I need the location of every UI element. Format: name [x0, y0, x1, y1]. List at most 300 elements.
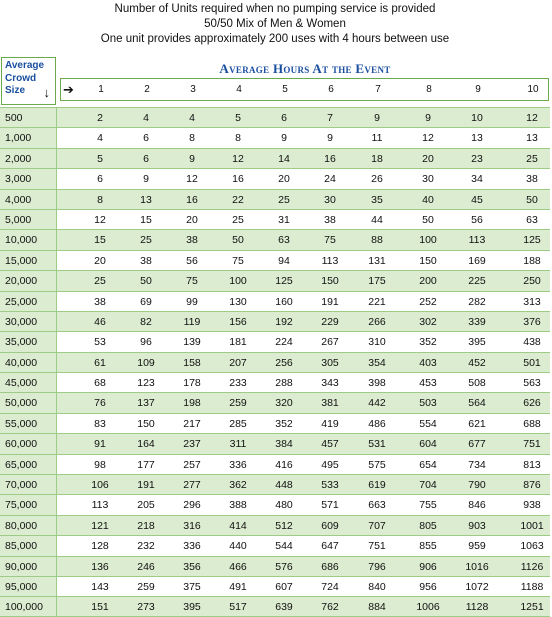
units-cell: 125	[275, 275, 293, 288]
units-cell: 762	[321, 601, 339, 614]
units-cell: 175	[368, 275, 386, 288]
units-cell: 50	[140, 275, 152, 288]
units-cell: 414	[229, 519, 247, 532]
units-cell: 903	[468, 519, 486, 532]
units-cell: 16	[324, 152, 336, 165]
table-row	[0, 596, 550, 616]
units-cell: 1126	[520, 560, 544, 573]
units-cell: 38	[94, 295, 106, 308]
units-cell: 734	[468, 458, 486, 471]
units-cell: 11	[371, 132, 383, 145]
units-cell: 302	[419, 315, 437, 328]
crowd-size-cell: 15,000	[0, 251, 57, 270]
table-row	[0, 291, 550, 311]
units-cell: 704	[419, 479, 437, 492]
hours-column-header: 3	[190, 84, 196, 95]
units-cell: 448	[275, 479, 293, 492]
units-cell: 15	[94, 234, 106, 247]
units-cell: 164	[137, 438, 155, 451]
units-cell: 654	[419, 458, 437, 471]
units-cell: 12	[186, 173, 198, 186]
units-cell: 554	[419, 417, 437, 430]
units-cell: 69	[140, 295, 152, 308]
units-cell: 246	[137, 560, 155, 573]
units-cell: 15	[140, 213, 152, 226]
units-cell: 53	[94, 336, 106, 349]
units-cell: 419	[321, 417, 339, 430]
units-cell: 13	[140, 193, 152, 206]
units-cell: 38	[140, 254, 152, 267]
units-cell: 9	[374, 112, 380, 124]
hours-column-header: 4	[236, 84, 242, 95]
units-cell: 75	[186, 275, 198, 288]
units-cell: 50	[526, 193, 538, 206]
units-cell: 384	[275, 438, 293, 451]
units-cell: 31	[278, 213, 290, 226]
units-cell: 100	[419, 234, 437, 247]
units-cell: 508	[468, 377, 486, 390]
units-cell: 453	[419, 377, 437, 390]
table-row	[0, 250, 550, 270]
units-cell: 178	[183, 377, 201, 390]
units-cell: 273	[137, 601, 155, 614]
crowd-size-cell: 70,000	[0, 475, 57, 494]
crowd-size-cell: 95,000	[0, 577, 57, 596]
units-cell: 796	[368, 560, 386, 573]
units-cell: 1006	[416, 601, 440, 614]
units-cell: 125	[523, 234, 541, 247]
units-cell: 8	[235, 132, 241, 145]
units-cell: 356	[183, 560, 201, 573]
units-cell: 119	[183, 315, 201, 328]
crowd-size-cell: 80,000	[0, 516, 57, 535]
units-cell: 88	[371, 234, 383, 247]
units-cell: 10	[471, 112, 483, 124]
units-cell: 46	[94, 315, 106, 328]
units-cell: 282	[468, 295, 486, 308]
units-cell: 621	[468, 417, 486, 430]
units-cell: 381	[321, 397, 339, 410]
units-cell: 96	[140, 336, 152, 349]
units-cell: 16	[232, 173, 244, 186]
units-cell: 113	[91, 499, 109, 512]
units-cell: 619	[368, 479, 386, 492]
units-cell: 1188	[520, 580, 544, 593]
units-cell: 609	[321, 519, 339, 532]
units-cell: 94	[278, 254, 290, 267]
units-cell: 83	[94, 417, 106, 430]
units-cell: 884	[368, 601, 386, 614]
units-cell: 20	[94, 254, 106, 267]
units-cell: 480	[275, 499, 293, 512]
table-row	[0, 535, 550, 555]
units-cell: 9	[189, 152, 195, 165]
units-cell: 12	[232, 152, 244, 165]
hours-column-header: 1	[98, 84, 104, 95]
units-cell: 313	[523, 295, 541, 308]
units-cell: 604	[419, 438, 437, 451]
units-cell: 285	[229, 417, 247, 430]
units-cell: 16	[186, 193, 198, 206]
table-row	[0, 148, 550, 168]
crowd-size-cell: 3,000	[0, 169, 57, 188]
units-cell: 68	[94, 377, 106, 390]
units-cell: 38	[526, 173, 538, 186]
units-cell: 98	[94, 458, 106, 471]
table-row	[0, 433, 550, 453]
units-cell: 25	[94, 275, 106, 288]
units-cell: 906	[419, 560, 437, 573]
units-cell: 751	[368, 540, 386, 553]
units-cell: 4	[97, 132, 103, 145]
units-cell: 9	[425, 112, 431, 124]
units-cell: 647	[321, 540, 339, 553]
units-cell: 517	[229, 601, 247, 614]
table-row	[0, 311, 550, 331]
units-cell: 501	[523, 356, 541, 369]
units-cell: 113	[321, 254, 339, 267]
table-row	[0, 576, 550, 596]
units-cell: 35	[371, 193, 383, 206]
header	[0, 2, 550, 47]
units-cell: 310	[368, 336, 386, 349]
units-cell: 9	[143, 173, 149, 186]
units-cell: 6	[143, 132, 149, 145]
units-cell: 56	[471, 213, 483, 226]
units-cell: 38	[186, 234, 198, 247]
units-cell: 14	[278, 152, 290, 165]
units-cell: 50	[422, 213, 434, 226]
header-line-2: 50/50 Mix of Men & Women	[204, 18, 346, 30]
crowd-size-cell: 500	[0, 108, 57, 127]
units-cell: 486	[368, 417, 386, 430]
units-cell: 20	[278, 173, 290, 186]
units-cell: 751	[523, 438, 541, 451]
table-row	[0, 392, 550, 412]
units-cell: 75	[232, 254, 244, 267]
hours-column-header: 2	[144, 84, 150, 95]
hours-column-header: 7	[375, 84, 381, 95]
units-cell: 191	[321, 295, 339, 308]
table-row	[0, 331, 550, 351]
table-row	[0, 372, 550, 392]
units-cell: 156	[229, 315, 247, 328]
units-cell: 503	[419, 397, 437, 410]
units-cell: 218	[137, 519, 155, 532]
units-cell: 205	[137, 499, 155, 512]
units-cell: 25	[278, 193, 290, 206]
units-cell: 663	[368, 499, 386, 512]
units-cell: 150	[137, 417, 155, 430]
units-cell: 266	[368, 315, 386, 328]
units-cell: 813	[523, 458, 541, 471]
crowd-label-line-3: Size	[5, 85, 26, 96]
table-row	[0, 494, 550, 514]
units-cell: 362	[229, 479, 247, 492]
units-cell: 13	[471, 132, 483, 145]
units-cell: 143	[91, 580, 109, 593]
units-cell: 198	[183, 397, 201, 410]
units-cell: 229	[321, 315, 339, 328]
units-cell: 6	[143, 152, 149, 165]
header-line-3: One unit provides approximately 200 uses with 4 hours between use	[100, 33, 450, 45]
units-cell: 320	[275, 397, 293, 410]
crowd-size-cell: 10,000	[0, 230, 57, 249]
units-cell: 225	[468, 275, 486, 288]
table-row	[0, 474, 550, 494]
hours-column-header: 10	[527, 84, 539, 95]
units-cell: 38	[324, 213, 336, 226]
units-cell: 354	[368, 356, 386, 369]
units-cell: 4	[189, 112, 195, 124]
units-cell: 20	[422, 152, 434, 165]
units-cell: 6	[97, 173, 103, 186]
units-cell: 40	[422, 193, 434, 206]
crowd-size-cell: 100,000	[0, 597, 57, 615]
units-cell: 533	[321, 479, 339, 492]
units-cell: 12	[94, 213, 106, 226]
table-row	[0, 454, 550, 474]
units-cell: 352	[419, 336, 437, 349]
units-cell: 336	[183, 540, 201, 553]
units-cell: 677	[468, 438, 486, 451]
hours-column-header: 9	[475, 84, 481, 95]
units-cell: 531	[368, 438, 386, 451]
units-cell: 45	[471, 193, 483, 206]
units-cell: 6	[281, 112, 287, 124]
units-cell: 63	[278, 234, 290, 247]
crowd-size-label-box	[1, 57, 56, 105]
table-row	[0, 209, 550, 229]
units-cell: 544	[275, 540, 293, 553]
units-cell: 452	[468, 356, 486, 369]
units-cell: 724	[321, 580, 339, 593]
units-cell: 252	[419, 295, 437, 308]
units-cell: 686	[321, 560, 339, 573]
crowd-size-cell: 35,000	[0, 332, 57, 351]
right-arrow-icon: ➔	[63, 82, 74, 97]
units-cell: 12	[422, 132, 434, 145]
table-row	[0, 413, 550, 433]
units-cell: 1072	[465, 580, 489, 593]
units-cell: 805	[419, 519, 437, 532]
crowd-size-cell: 25,000	[0, 292, 57, 311]
units-cell: 25	[140, 234, 152, 247]
units-cell: 169	[468, 254, 486, 267]
units-cell: 375	[183, 580, 201, 593]
units-cell: 23	[471, 152, 483, 165]
table-row	[0, 352, 550, 372]
table-row	[0, 229, 550, 249]
units-cell: 25	[232, 213, 244, 226]
units-cell: 956	[419, 580, 437, 593]
units-cell: 959	[468, 540, 486, 553]
units-cell: 457	[321, 438, 339, 451]
units-cell: 34	[471, 173, 483, 186]
units-cell: 316	[183, 519, 201, 532]
units-cell: 288	[275, 377, 293, 390]
units-cell: 130	[229, 295, 247, 308]
units-cell: 575	[368, 458, 386, 471]
units-cell: 607	[275, 580, 293, 593]
units-cell: 13	[526, 132, 538, 145]
crowd-label-line-2: Crowd	[5, 72, 37, 84]
units-cell: 250	[523, 275, 541, 288]
units-cell: 82	[140, 315, 152, 328]
hours-header-row	[60, 78, 549, 101]
table-row	[0, 127, 550, 147]
units-cell: 1001	[520, 519, 544, 532]
units-cell: 100	[229, 275, 247, 288]
table-row	[0, 270, 550, 290]
units-cell: 8	[189, 132, 195, 145]
units-cell: 259	[229, 397, 247, 410]
units-cell: 259	[137, 580, 155, 593]
units-cell: 256	[275, 356, 293, 369]
units-cell: 217	[183, 417, 201, 430]
units-cell: 151	[91, 601, 109, 614]
crowd-size-cell: 45,000	[0, 373, 57, 392]
units-cell: 491	[229, 580, 247, 593]
units-cell: 131	[368, 254, 386, 267]
units-cell: 707	[368, 519, 386, 532]
units-cell: 56	[186, 254, 198, 267]
units-cell: 8	[97, 193, 103, 206]
units-cell: 30	[324, 193, 336, 206]
units-cell: 5	[235, 112, 241, 124]
crowd-size-cell: 40,000	[0, 353, 57, 372]
units-cell: 2	[97, 112, 103, 124]
units-cell: 388	[229, 499, 247, 512]
units-cell: 221	[368, 295, 386, 308]
units-cell: 571	[321, 499, 339, 512]
units-cell: 311	[229, 438, 247, 451]
crowd-size-cell: 55,000	[0, 414, 57, 433]
units-cell: 442	[368, 397, 386, 410]
units-cell: 75	[324, 234, 336, 247]
units-cell: 160	[275, 295, 293, 308]
units-cell: 188	[523, 254, 541, 267]
units-cell: 63	[526, 213, 538, 226]
crowd-size-cell: 90,000	[0, 557, 57, 576]
units-cell: 22	[232, 193, 244, 206]
crowd-size-cell: 20,000	[0, 271, 57, 290]
units-cell: 237	[183, 438, 201, 451]
units-cell: 395	[468, 336, 486, 349]
units-cell: 123	[137, 377, 155, 390]
units-cell: 18	[371, 152, 383, 165]
units-cell: 1016	[465, 560, 489, 573]
units-cell: 512	[275, 519, 293, 532]
units-cell: 128	[91, 540, 109, 553]
units-cell: 150	[419, 254, 437, 267]
units-cell: 755	[419, 499, 437, 512]
units-cell: 9	[281, 132, 287, 145]
units-cell: 376	[523, 315, 541, 328]
units-cell: 109	[137, 356, 155, 369]
units-cell: 563	[523, 377, 541, 390]
units-cell: 277	[183, 479, 201, 492]
units-cell: 343	[321, 377, 339, 390]
crowd-label-line-1: Average	[5, 60, 45, 71]
table-row	[0, 168, 550, 188]
down-arrow-icon: ↓	[43, 85, 50, 100]
table-row	[0, 515, 550, 535]
table-row	[0, 107, 550, 127]
units-cell: 106	[91, 479, 109, 492]
crowd-size-cell: 65,000	[0, 455, 57, 474]
hours-column-header: 8	[426, 84, 432, 95]
units-cell: 25	[526, 152, 538, 165]
units-cell: 1128	[465, 601, 489, 614]
units-cell: 564	[468, 397, 486, 410]
units-cell: 688	[523, 417, 541, 430]
units-cell: 267	[321, 336, 339, 349]
units-cell: 44	[371, 213, 383, 226]
crowd-size-cell: 30,000	[0, 312, 57, 331]
table-row	[0, 189, 550, 209]
units-cell: 1251	[520, 601, 544, 614]
table-row	[0, 556, 550, 576]
units-cell: 50	[232, 234, 244, 247]
units-cell: 113	[468, 234, 486, 247]
hours-column-header: 6	[328, 84, 334, 95]
units-table	[0, 107, 550, 617]
units-cell: 938	[523, 499, 541, 512]
units-cell: 790	[468, 479, 486, 492]
hours-title: Average Hours At the Event	[219, 61, 391, 76]
crowd-size-cell: 4,000	[0, 190, 57, 209]
units-cell: 191	[137, 479, 155, 492]
units-cell: 395	[183, 601, 201, 614]
units-cell: 121	[91, 519, 109, 532]
crowd-size-cell: 50,000	[0, 393, 57, 412]
units-cell: 296	[183, 499, 201, 512]
units-cell: 12	[526, 112, 538, 124]
units-cell: 466	[229, 560, 247, 573]
units-cell: 177	[137, 458, 155, 471]
units-cell: 855	[419, 540, 437, 553]
units-cell: 20	[186, 213, 198, 226]
units-cell: 61	[94, 356, 106, 369]
crowd-size-cell: 5,000	[0, 210, 57, 229]
units-cell: 257	[183, 458, 201, 471]
units-cell: 224	[275, 336, 293, 349]
units-cell: 4	[143, 112, 149, 124]
units-cell: 305	[321, 356, 339, 369]
units-cell: 136	[91, 560, 109, 573]
units-cell: 639	[275, 601, 293, 614]
units-cell: 91	[94, 438, 106, 451]
units-cell: 207	[229, 356, 247, 369]
units-cell: 495	[321, 458, 339, 471]
units-cell: 352	[275, 417, 293, 430]
units-cell: 192	[275, 315, 293, 328]
crowd-size-cell: 85,000	[0, 536, 57, 555]
units-cell: 137	[137, 397, 155, 410]
units-cell: 438	[523, 336, 541, 349]
units-cell: 24	[324, 173, 336, 186]
units-cell: 339	[468, 315, 486, 328]
units-cell: 139	[183, 336, 201, 349]
units-cell: 150	[321, 275, 339, 288]
units-cell: 9	[327, 132, 333, 145]
units-cell: 440	[229, 540, 247, 553]
units-cell: 403	[419, 356, 437, 369]
units-cell: 626	[523, 397, 541, 410]
units-cell: 158	[183, 356, 201, 369]
units-cell: 840	[368, 580, 386, 593]
